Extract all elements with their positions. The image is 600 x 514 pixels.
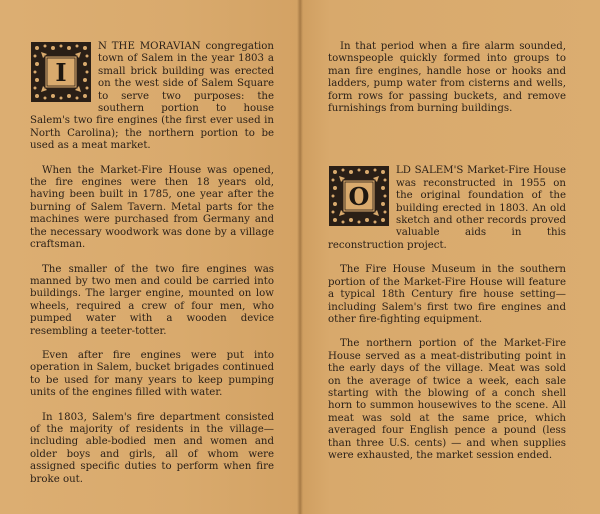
right-column	[328, 41, 566, 474]
dropcap-letter: O	[348, 181, 370, 211]
page-fold	[297, 0, 303, 514]
paragraph: The smaller of the two fire engines was manned by two men and could be carried into buildings. The larger engine, mounted on low wheels, required a crew of four men, who pumped water with a wooden device resembling a teeter-totter.	[30, 263, 274, 337]
paragraph: In 1803, Salem's fire department consisted of the majority of residents in the village—including able-bodied men and women and older boys and girls, all of whom were assigned specific duties to perform when fire broke out.	[30, 411, 274, 485]
paragraph: LD SALEM'S Market-Fire House was reconstructed in 1955 on the original foundation of the building erected in 1803. An old sketch and other records proved valuable aids in this reconstruction project.	[328, 165, 566, 251]
dropcap-ornament	[30, 41, 92, 103]
paragraph: The northern portion of the Market-Fire House served as a meat-distributing point in the early days of the village. Meat was sold on the average of twice a week, each sale starting with the blowing of a conch shell horn to summon housewives to the scene. All meat was sold at the same price, which averaged four English pence a pound (less than three U.S. cents) — and when supplies were exhausted, the market session ended.	[328, 338, 566, 461]
paragraph: In that period when a fire alarm sounded, townspeople quickly formed into groups to man fire engines, handle hose or hooks and ladders, pump water from cisterns and wells, form rows for passing buckets, and remove furnishings from burning buildings.	[328, 41, 566, 115]
left-column	[30, 41, 274, 498]
dropcap-ornament	[328, 165, 390, 227]
paragraph: The Fire House Museum in the southern portion of the Market-Fire House will feature a typical 18th Century fire house setting—including Salem's first two fire engines and other fire-fighting equipment.	[328, 264, 566, 325]
section-gap	[328, 127, 566, 165]
paragraph: Even after fire engines were put into operation in Salem, bucket brigades continued to be used for many years to keep pumping units of the engines filled with water.	[30, 349, 274, 399]
paragraph: N THE MORAVIAN congregation town of Salem in the year 1803 a small brick building was erected on the west side of Salem Square to serve two purposes: the southern portion to house Salem's two fire engines (the first ever used in North Carolina); the northern portion to be used as a meat market.	[30, 41, 274, 152]
dropcap-letter: I	[55, 57, 67, 87]
paragraph: When the Market-Fire House was opened, the fire engines were then 18 years old, having been built in 1785, one year after the burning of Salem Tavern. Metal parts for the machines were purchased from Germany and the necessary woodwork was done by a village craftsman.	[30, 164, 274, 251]
